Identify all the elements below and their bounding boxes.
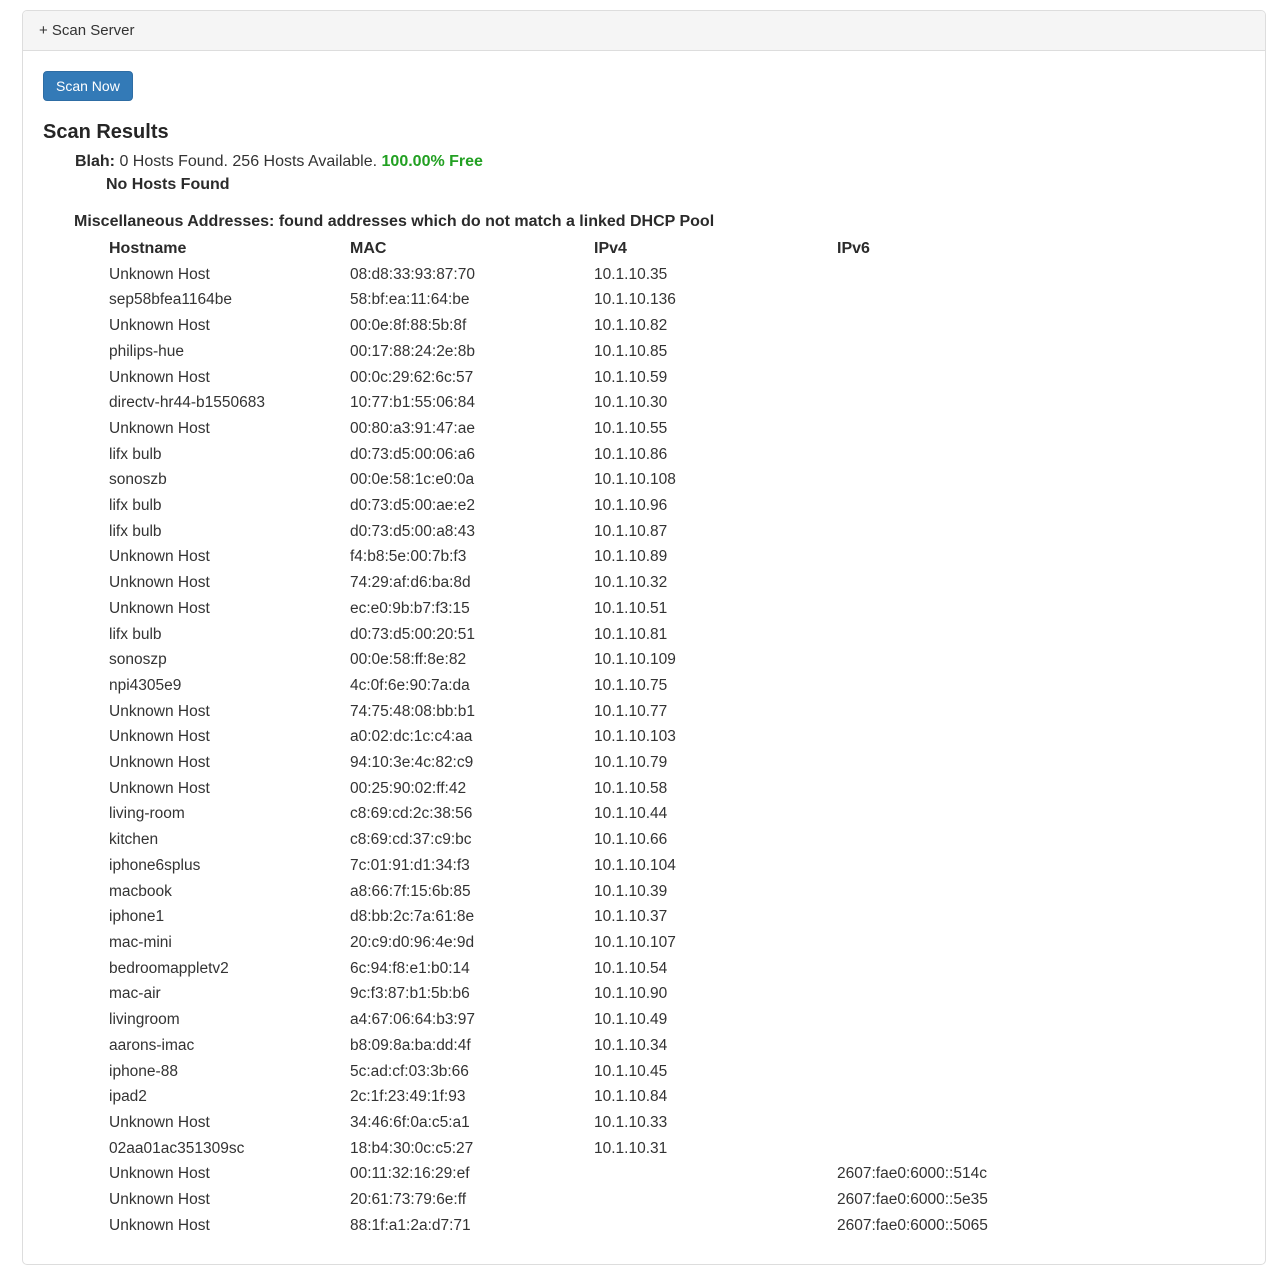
ipv6-cell	[837, 1059, 1247, 1085]
hostname-cell: bedroomappletv2	[109, 959, 229, 977]
mac-cell: b8:09:8a:ba:dd:4f	[350, 1036, 471, 1054]
ipv4-cell: 10.1.10.85	[594, 342, 668, 360]
mac-cell: 34:46:6f:0a:c5:a1	[350, 1113, 470, 1131]
mac-cell: 7c:01:91:d1:34:f3	[350, 856, 470, 874]
ipv4-cell: 10.1.10.84	[594, 1088, 668, 1106]
ipv6-cell	[837, 544, 1247, 570]
ipv6-cell: 2607:fae0:6000::5e35	[837, 1191, 988, 1209]
mac-cell: f4:b8:5e:00:7b:f3	[350, 548, 467, 566]
ipv6-cell	[837, 390, 1247, 416]
table-row	[109, 390, 1247, 416]
hostname-cell: lifx bulb	[109, 497, 162, 515]
ipv6-cell	[837, 1110, 1247, 1136]
ipv4-cell: 10.1.10.31	[594, 1139, 668, 1157]
table-row	[109, 365, 1247, 391]
pool-free-percentage: 100.00% Free	[381, 153, 483, 170]
mac-cell: c8:69:cd:2c:38:56	[350, 805, 473, 823]
ipv6-cell	[837, 339, 1247, 365]
ipv4-cell: 10.1.10.82	[594, 317, 668, 335]
hostname-cell: sep58bfea1164be	[109, 291, 232, 309]
hostname-cell: sonoszb	[109, 471, 167, 489]
hostname-cell: livingroom	[109, 1011, 180, 1029]
hostname-cell: Unknown Host	[109, 1191, 210, 1209]
hostname-cell: lifx bulb	[109, 625, 162, 643]
mac-cell: d8:bb:2c:7a:61:8e	[350, 908, 475, 926]
mac-cell: 20:c9:d0:96:4e:9d	[350, 933, 475, 951]
scan-now-button[interactable]: Scan Now	[43, 71, 133, 101]
ipv4-cell: 10.1.10.54	[594, 959, 668, 977]
mac-cell: d0:73:d5:00:20:51	[350, 625, 475, 643]
table-row	[109, 596, 1247, 622]
hostname-cell: kitchen	[109, 831, 159, 849]
ipv6-cell	[837, 776, 1247, 802]
ipv6-cell	[837, 365, 1247, 391]
ipv6-cell	[837, 416, 1247, 442]
hostname-cell: Unknown Host	[109, 548, 210, 566]
table-row	[109, 699, 1247, 725]
ipv6-cell: 2607:fae0:6000::5065	[837, 1216, 988, 1234]
panel-header-scan-server[interactable]: + Scan Server	[23, 11, 1265, 51]
hostname-cell: iphone6splus	[109, 856, 201, 874]
mac-cell: 00:17:88:24:2e:8b	[350, 342, 475, 360]
hostname-cell: lifx bulb	[109, 445, 162, 463]
pool-name-label: Blah:	[75, 153, 115, 170]
mac-cell: 00:0e:8f:88:5b:8f	[350, 317, 467, 335]
hostname-cell: Unknown Host	[109, 754, 210, 772]
ipv4-cell: 10.1.10.66	[594, 831, 668, 849]
table-row	[109, 622, 1247, 648]
ipv6-cell	[837, 904, 1247, 930]
table-row	[109, 493, 1247, 519]
ipv4-cell: 10.1.10.75	[594, 676, 668, 694]
mac-cell: 74:75:48:08:bb:b1	[350, 702, 475, 720]
ipv4-cell: 10.1.10.104	[594, 856, 676, 874]
ipv6-cell	[837, 262, 1247, 288]
ipv6-cell	[837, 956, 1247, 982]
table-row	[109, 1007, 1247, 1033]
hostname-cell: Unknown Host	[109, 419, 210, 437]
mac-cell: 94:10:3e:4c:82:c9	[350, 754, 474, 772]
ipv6-cell	[837, 673, 1247, 699]
ipv6-cell	[837, 879, 1247, 905]
table-row	[109, 981, 1247, 1007]
column-header-ipv6: IPv6	[837, 240, 870, 257]
ipv6-cell	[837, 1033, 1247, 1059]
hostname-cell: Unknown Host	[109, 574, 210, 592]
hostname-cell: living-room	[109, 805, 185, 823]
hostname-cell: Unknown Host	[109, 317, 210, 335]
ipv4-cell: 10.1.10.136	[594, 291, 676, 309]
ipv4-cell: 10.1.10.107	[594, 933, 676, 951]
hostname-cell: mac-mini	[109, 933, 172, 951]
table-row	[109, 1187, 1247, 1213]
mac-cell: 10:77:b1:55:06:84	[350, 394, 475, 412]
table-row	[109, 673, 1247, 699]
ipv6-cell	[837, 493, 1247, 519]
hostname-cell: ipad2	[109, 1088, 147, 1106]
ipv4-cell: 10.1.10.51	[594, 599, 668, 617]
ipv6-cell	[837, 596, 1247, 622]
table-row	[109, 1136, 1247, 1162]
ipv4-cell: 10.1.10.86	[594, 445, 668, 463]
ipv4-cell: 10.1.10.33	[594, 1113, 668, 1131]
hostname-cell: Unknown Host	[109, 1216, 210, 1234]
table-row	[109, 750, 1247, 776]
ipv6-cell	[837, 930, 1247, 956]
pool-summary-line	[75, 150, 1247, 173]
ipv4-cell: 10.1.10.81	[594, 625, 668, 643]
ipv6-cell	[837, 853, 1247, 879]
mac-cell: 6c:94:f8:e1:b0:14	[350, 959, 470, 977]
mac-cell: 20:61:73:79:6e:ff	[350, 1191, 467, 1209]
table-row	[109, 853, 1247, 879]
hostname-cell: macbook	[109, 882, 172, 900]
table-row	[109, 313, 1247, 339]
ipv6-cell	[837, 1084, 1247, 1110]
ipv6-cell	[837, 570, 1247, 596]
mac-cell: a4:67:06:64:b3:97	[350, 1011, 475, 1029]
hostname-cell: philips-hue	[109, 342, 184, 360]
ipv4-cell: 10.1.10.59	[594, 368, 668, 386]
table-row	[109, 442, 1247, 468]
table-row	[109, 724, 1247, 750]
hostname-cell: Unknown Host	[109, 779, 210, 797]
ipv6-cell	[837, 647, 1247, 673]
mac-cell: a8:66:7f:15:6b:85	[350, 882, 471, 900]
hostname-cell: Unknown Host	[109, 265, 210, 283]
mac-cell: 00:0c:29:62:6c:57	[350, 368, 474, 386]
ipv4-cell: 10.1.10.108	[594, 471, 676, 489]
ipv6-cell	[837, 981, 1247, 1007]
hostname-cell: iphone-88	[109, 1062, 178, 1080]
table-row	[109, 930, 1247, 956]
mac-cell: d0:73:d5:00:a8:43	[350, 522, 475, 540]
mac-cell: a0:02:dc:1c:c4:aa	[350, 728, 473, 746]
mac-cell: 00:80:a3:91:47:ae	[350, 419, 475, 437]
table-row	[109, 801, 1247, 827]
pool-empty-label: No Hosts Found	[106, 176, 230, 193]
ipv6-cell	[837, 442, 1247, 468]
ipv4-cell: 10.1.10.37	[594, 908, 668, 926]
ipv4-cell: 10.1.10.103	[594, 728, 676, 746]
table-row	[109, 570, 1247, 596]
mac-cell: 00:11:32:16:29:ef	[350, 1165, 470, 1183]
ipv6-cell	[837, 750, 1247, 776]
hostname-cell: aarons-imac	[109, 1036, 195, 1054]
ipv4-cell: 10.1.10.87	[594, 522, 668, 540]
table-row	[109, 287, 1247, 313]
panel-body	[23, 51, 1265, 1264]
hostname-cell: Unknown Host	[109, 368, 210, 386]
ipv6-cell	[837, 699, 1247, 725]
ipv4-cell: 10.1.10.96	[594, 497, 668, 515]
table-row	[109, 1084, 1247, 1110]
hostname-cell: Unknown Host	[109, 599, 210, 617]
ipv4-cell: 10.1.10.39	[594, 882, 668, 900]
mac-cell: 00:0e:58:ff:8e:82	[350, 651, 467, 669]
mac-cell: d0:73:d5:00:06:a6	[350, 445, 475, 463]
ipv6-cell	[837, 827, 1247, 853]
table-row	[109, 544, 1247, 570]
mac-cell: 00:0e:58:1c:e0:0a	[350, 471, 475, 489]
misc-addresses-heading: Miscellaneous Addresses: found addresses which do not match a linked DHCP Pool	[74, 213, 715, 230]
hostname-cell: iphone1	[109, 908, 165, 926]
hostname-cell: npi4305e9	[109, 676, 182, 694]
table-row	[109, 956, 1247, 982]
ipv4-cell	[594, 1161, 837, 1187]
table-row	[109, 1059, 1247, 1085]
ipv6-cell	[837, 287, 1247, 313]
scan-server-panel	[22, 10, 1266, 1265]
ipv4-cell: 10.1.10.55	[594, 419, 668, 437]
ipv4-cell	[594, 1187, 837, 1213]
ipv4-cell: 10.1.10.90	[594, 985, 668, 1003]
hostname-cell: Unknown Host	[109, 1165, 210, 1183]
ipv6-cell	[837, 801, 1247, 827]
table-row	[109, 1213, 1247, 1239]
table-row	[109, 1110, 1247, 1136]
column-header-mac: MAC	[350, 240, 387, 257]
ipv4-cell: 10.1.10.34	[594, 1036, 668, 1054]
ipv6-cell	[837, 313, 1247, 339]
table-row	[109, 1161, 1247, 1187]
pool-summary-text: 0 Hosts Found. 256 Hosts Available.	[115, 153, 382, 170]
mac-cell: 88:1f:a1:2a:d7:71	[350, 1216, 471, 1234]
table-row	[109, 339, 1247, 365]
hostname-cell: mac-air	[109, 985, 161, 1003]
table-row	[109, 262, 1247, 288]
table-row	[109, 467, 1247, 493]
ipv6-cell	[837, 519, 1247, 545]
ipv4-cell: 10.1.10.44	[594, 805, 668, 823]
table-row	[109, 1033, 1247, 1059]
hostname-cell: directv-hr44-b1550683	[109, 394, 265, 412]
ipv4-cell: 10.1.10.30	[594, 394, 668, 412]
ipv4-cell	[594, 1213, 837, 1239]
mac-cell: c8:69:cd:37:c9:bc	[350, 831, 472, 849]
ipv4-cell: 10.1.10.77	[594, 702, 668, 720]
hostname-cell: 02aa01ac351309sc	[109, 1139, 245, 1157]
mac-cell: 5c:ad:cf:03:3b:66	[350, 1062, 469, 1080]
mac-cell: 08:d8:33:93:87:70	[350, 265, 475, 283]
table-row	[109, 647, 1247, 673]
ipv6-cell	[837, 724, 1247, 750]
ipv4-cell: 10.1.10.89	[594, 548, 668, 566]
ipv4-cell: 10.1.10.45	[594, 1062, 668, 1080]
scan-results-table	[109, 236, 1247, 1238]
hostname-cell: Unknown Host	[109, 728, 210, 746]
table-row	[109, 827, 1247, 853]
ipv4-cell: 10.1.10.109	[594, 651, 676, 669]
mac-cell: 74:29:af:d6:ba:8d	[350, 574, 471, 592]
ipv6-cell	[837, 467, 1247, 493]
hostname-cell: Unknown Host	[109, 702, 210, 720]
mac-cell: 2c:1f:23:49:1f:93	[350, 1088, 466, 1106]
mac-cell: 4c:0f:6e:90:7a:da	[350, 676, 470, 694]
ipv6-cell	[837, 1007, 1247, 1033]
ipv4-cell: 10.1.10.49	[594, 1011, 668, 1029]
mac-cell: d0:73:d5:00:ae:e2	[350, 497, 475, 515]
table-row	[109, 519, 1247, 545]
mac-cell: 00:25:90:02:ff:42	[350, 779, 467, 797]
ipv6-cell	[837, 1136, 1247, 1162]
table-header-row	[109, 236, 1247, 262]
table-row	[109, 879, 1247, 905]
mac-cell: 18:b4:30:0c:c5:27	[350, 1139, 474, 1157]
table-row	[109, 416, 1247, 442]
column-header-ipv4: IPv4	[594, 240, 627, 257]
ipv4-cell: 10.1.10.35	[594, 265, 668, 283]
hostname-cell: sonoszp	[109, 651, 167, 669]
scan-results-title: Scan Results	[43, 121, 169, 143]
table-row	[109, 904, 1247, 930]
column-header-hostname: Hostname	[109, 240, 187, 257]
table-row	[109, 776, 1247, 802]
mac-cell: 58:bf:ea:11:64:be	[350, 291, 470, 309]
mac-cell: ec:e0:9b:b7:f3:15	[350, 599, 470, 617]
hostname-cell: Unknown Host	[109, 1113, 210, 1131]
hostname-cell: lifx bulb	[109, 522, 162, 540]
scan-table-body	[109, 262, 1247, 1239]
ipv6-cell: 2607:fae0:6000::514c	[837, 1165, 987, 1183]
ipv4-cell: 10.1.10.79	[594, 754, 668, 772]
mac-cell: 9c:f3:87:b1:5b:b6	[350, 985, 470, 1003]
ipv4-cell: 10.1.10.32	[594, 574, 668, 592]
ipv4-cell: 10.1.10.58	[594, 779, 668, 797]
ipv6-cell	[837, 622, 1247, 648]
